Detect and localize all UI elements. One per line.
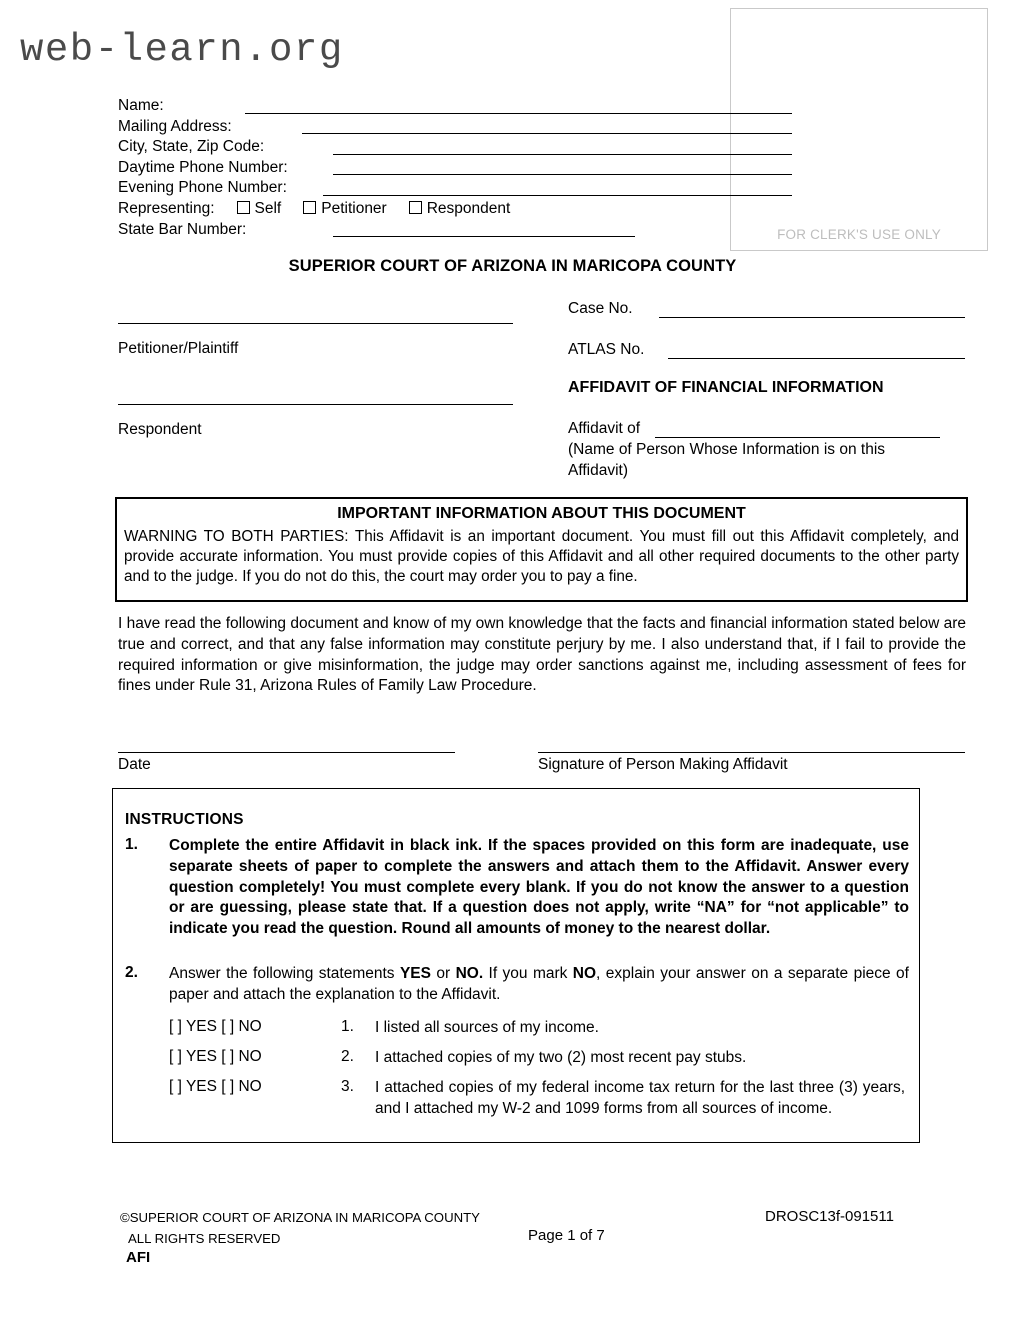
instruction-1-text: Complete the entire Affidavit in black ink. If the spaces provided on this form are inadequate, use separate sheets of paper to complete the answers and attach them to the Affidavit. Answer every question completely! You must complete every blank. If you do not know the answer to a question or are guessing, please state that. If a question does not apply, write “NA” for “not applicable” to indicate you read the question. Round all amounts of money to the nearest dollar.	[169, 837, 909, 938]
instruction-2-text-b: If you mark	[483, 965, 573, 982]
name-input-line[interactable]	[245, 113, 792, 114]
petitioner-label: Petitioner/Plaintiff	[118, 340, 239, 357]
form-title: AFFIDAVIT OF FINANCIAL INFORMATION	[568, 379, 884, 396]
affidavit-of-label: Affidavit of	[568, 420, 641, 437]
atlas-no-label: ATLAS No.	[568, 341, 645, 358]
affidavit-of-input-line[interactable]	[655, 437, 940, 438]
instruction-2-number: 2.	[125, 964, 138, 981]
question-3-text: I attached copies of my federal income tax return for the last three (3) years, and I attached my W-2 and 1099 forms from all sources of income.	[375, 1079, 905, 1117]
instruction-2-no-2: NO	[572, 965, 597, 982]
mailing-address-label: Mailing Address:	[118, 117, 232, 135]
instruction-2-text	[169, 964, 909, 1006]
signature-label: Signature of Person Making Affidavit	[538, 756, 788, 773]
question-3-number: 3.	[341, 1078, 354, 1095]
question-1-number: 1.	[341, 1018, 354, 1035]
instruction-2-yes: YES	[399, 965, 431, 982]
representing-option-respondent: Respondent	[426, 199, 511, 217]
checkbox-respondent[interactable]	[409, 201, 422, 214]
case-no-input-line[interactable]	[659, 317, 965, 318]
yes-no-marks-1[interactable]: [ ] YES [ ] NO	[169, 1018, 262, 1035]
atlas-no-input-line[interactable]	[668, 358, 965, 359]
mailing-address-row	[118, 117, 718, 138]
question-2-text: I attached copies of my two (2) most recent pay stubs.	[375, 1049, 747, 1066]
city-state-zip-row	[118, 137, 718, 158]
daytime-phone-input-line[interactable]	[333, 174, 792, 175]
city-state-zip-input-line[interactable]	[333, 154, 792, 155]
representing-option-self: Self	[254, 199, 282, 217]
petitioner-input-line[interactable]	[118, 323, 513, 324]
evening-phone-row	[118, 178, 718, 199]
affidavit-of-note: (Name of Person Whose Information is on this Affidavit)	[568, 441, 886, 479]
representing-label: Representing:	[118, 199, 215, 217]
instruction-2-or: or	[430, 965, 456, 982]
respondent-label: Respondent	[118, 421, 202, 438]
mailing-address-input-line[interactable]	[302, 133, 792, 134]
party-info-block	[118, 96, 718, 240]
question-2-number: 2.	[341, 1048, 354, 1065]
important-information-title: IMPORTANT INFORMATION ABOUT THIS DOCUMENT	[337, 505, 746, 522]
signature-input-line[interactable]	[538, 752, 965, 753]
city-state-zip-label: City, State, Zip Code:	[118, 138, 265, 156]
state-bar-number-row	[118, 220, 718, 241]
name-label: Name:	[118, 97, 164, 114]
state-bar-number-input-line[interactable]	[333, 236, 635, 237]
representing-row	[118, 199, 718, 220]
important-information-box	[115, 497, 968, 602]
yes-no-marks-2[interactable]: [ ] YES [ ] NO	[169, 1048, 262, 1065]
clerk-use-box	[730, 8, 988, 251]
instructions-box	[112, 788, 920, 1143]
yes-no-marks-3[interactable]: [ ] YES [ ] NO	[169, 1078, 262, 1095]
name-row	[118, 96, 718, 117]
daytime-phone-label: Daytime Phone Number:	[118, 158, 288, 176]
footer-copyright: ©SUPERIOR COURT OF ARIZONA IN MARICOPA COUNTY	[120, 1210, 480, 1225]
evening-phone-input-line[interactable]	[323, 195, 792, 196]
footer-rights: ALL RIGHTS RESERVED	[128, 1231, 281, 1246]
court-title: SUPERIOR COURT OF ARIZONA IN MARICOPA COUNTY	[288, 257, 737, 275]
instruction-2-no: NO.	[455, 965, 484, 982]
clerk-use-label: FOR CLERK'S USE ONLY	[777, 227, 941, 242]
case-no-label: Case No.	[568, 300, 633, 317]
checkbox-petitioner[interactable]	[303, 201, 316, 214]
state-bar-number-label: State Bar Number:	[118, 220, 247, 238]
footer-page-number: Page 1 of 7	[528, 1227, 605, 1244]
question-1-text: I listed all sources of my income.	[375, 1019, 599, 1036]
attestation-paragraph: I have read the following document and know of my own knowledge that the facts and financial information stated below are true and correct, and that any false information may constitute perjury by me. I also understand that, if I fail to provide the required information or give misinformation, the judge may order sanctions against me, including assessment of fees for fines under Rule 31, Arizona Rules of Family Law Procedure.	[118, 615, 966, 695]
evening-phone-label: Evening Phone Number:	[118, 179, 287, 197]
footer-form-abbrev: AFI	[126, 1249, 151, 1266]
representing-option-petitioner: Petitioner	[321, 199, 387, 217]
instruction-1-number: 1.	[125, 836, 138, 853]
important-information-body: WARNING TO BOTH PARTIES: This Affidavit is an important document. You must fill out this Affidavit completely, and provide accurate information. You must provide copies of this Affidavit and all other required documents to the other party and to the judge. If you do not do this, the court may order you to pay a fine.	[124, 528, 959, 585]
date-label: Date	[118, 756, 151, 773]
checkbox-self[interactable]	[237, 201, 250, 214]
daytime-phone-row	[118, 158, 718, 179]
respondent-input-line[interactable]	[118, 404, 513, 405]
instruction-2-text-a: Answer the following statements	[169, 965, 400, 982]
site-watermark: web-learn.org	[20, 28, 344, 72]
instruction-2-text-c: , explain your answer on a separate piece of paper and attach the explanation to the Affidavit.	[169, 965, 909, 1003]
date-input-line[interactable]	[118, 752, 455, 753]
instructions-title: INSTRUCTIONS	[125, 811, 244, 828]
footer-form-code: DROSC13f-091511	[765, 1208, 894, 1225]
